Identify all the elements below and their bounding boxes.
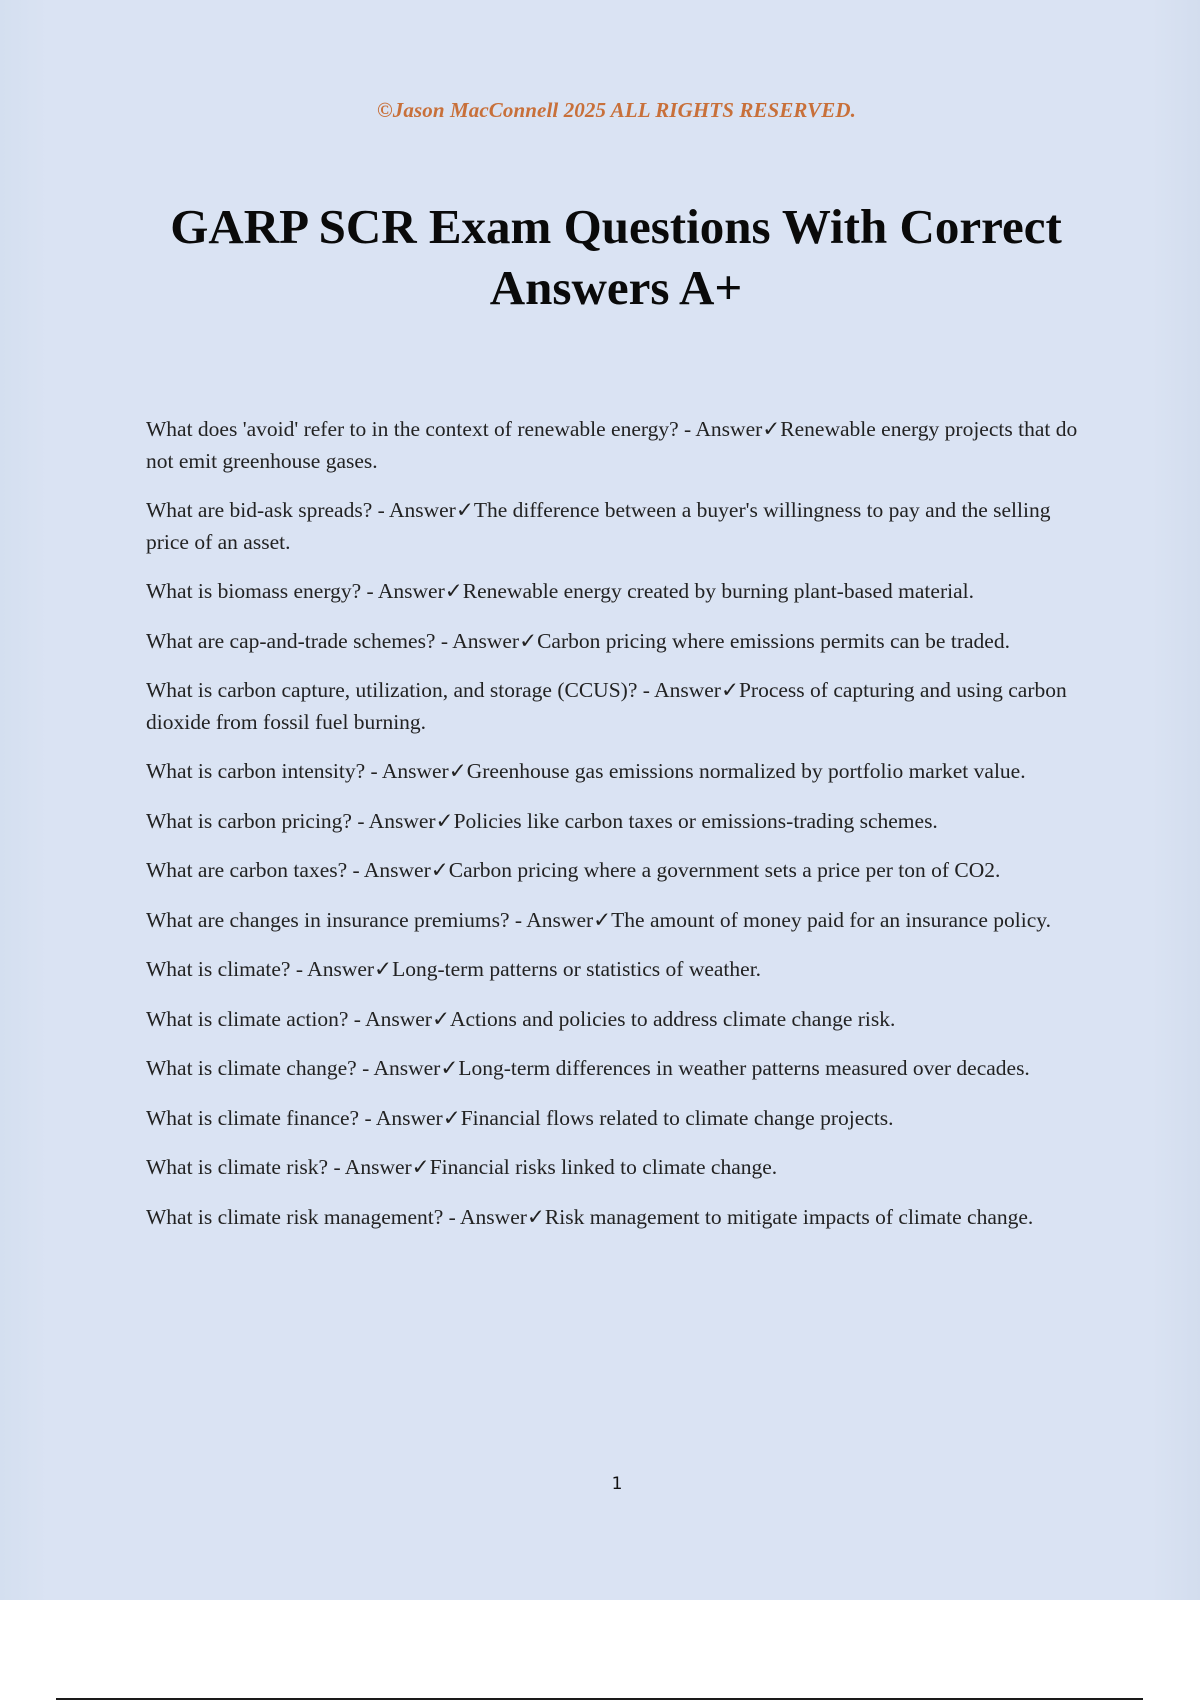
qa-item: What is climate? - Answer✓Long-term patterns or statistics of weather. <box>146 957 762 981</box>
qa-item: What is carbon intensity? - Answer✓Greenhouse gas emissions normalized by portfolio market value. <box>146 759 1026 783</box>
qa-item: What is biomass energy? - Answer✓Renewable energy created by burning plant-based material. <box>146 579 974 603</box>
qa-item: What is carbon pricing? - Answer✓Policies like carbon taxes or emissions-trading schemes. <box>146 808 938 833</box>
qa-item: What is climate risk? - Answer✓Financial risks linked to climate change. <box>146 1155 778 1179</box>
document-title: GARP SCR Exam Questions With Correct Answers A+ <box>170 199 1062 315</box>
qa-item: What is climate risk management? - Answer✓Risk management to mitigate impacts of climate change. <box>146 1204 1034 1229</box>
qa-item: What is climate action? - Answer✓Actions and policies to address climate change risk. <box>146 1006 896 1031</box>
qa-item: What does 'avoid' refer to in the context of renewable energy? - Answer✓Renewable energy projects that do not emit greenhouse gases. <box>146 417 1078 473</box>
qa-item: What is climate finance? - Answer✓Financial flows related to climate change projects. <box>146 1105 894 1130</box>
qa-item: What are bid-ask spreads? - Answer✓The difference between a buyer's willingness to pay and the selling price of an asset. <box>146 498 1051 554</box>
copyright-notice: ©Jason MacConnell 2025 ALL RIGHTS RESERVED. <box>377 98 856 122</box>
qa-item: What is climate change? - Answer✓Long-term differences in weather patterns measured over decades. <box>146 1056 1030 1080</box>
page-number: 1 <box>611 1474 623 1494</box>
qa-item: What are changes in insurance premiums? - Answer✓The amount of money paid for an insurance policy. <box>146 907 1051 932</box>
qa-item: What are cap-and-trade schemes? - Answer✓Carbon pricing where emissions permits can be traded. <box>146 628 1010 653</box>
qa-list <box>146 414 1086 1251</box>
qa-item: What are carbon taxes? - Answer✓Carbon pricing where a government sets a price per ton of CO2. <box>146 858 1001 882</box>
qa-item: What is carbon capture, utilization, and storage (CCUS)? - Answer✓Process of capturing and using carbon dioxide from fossil fuel burning. <box>146 678 1067 734</box>
